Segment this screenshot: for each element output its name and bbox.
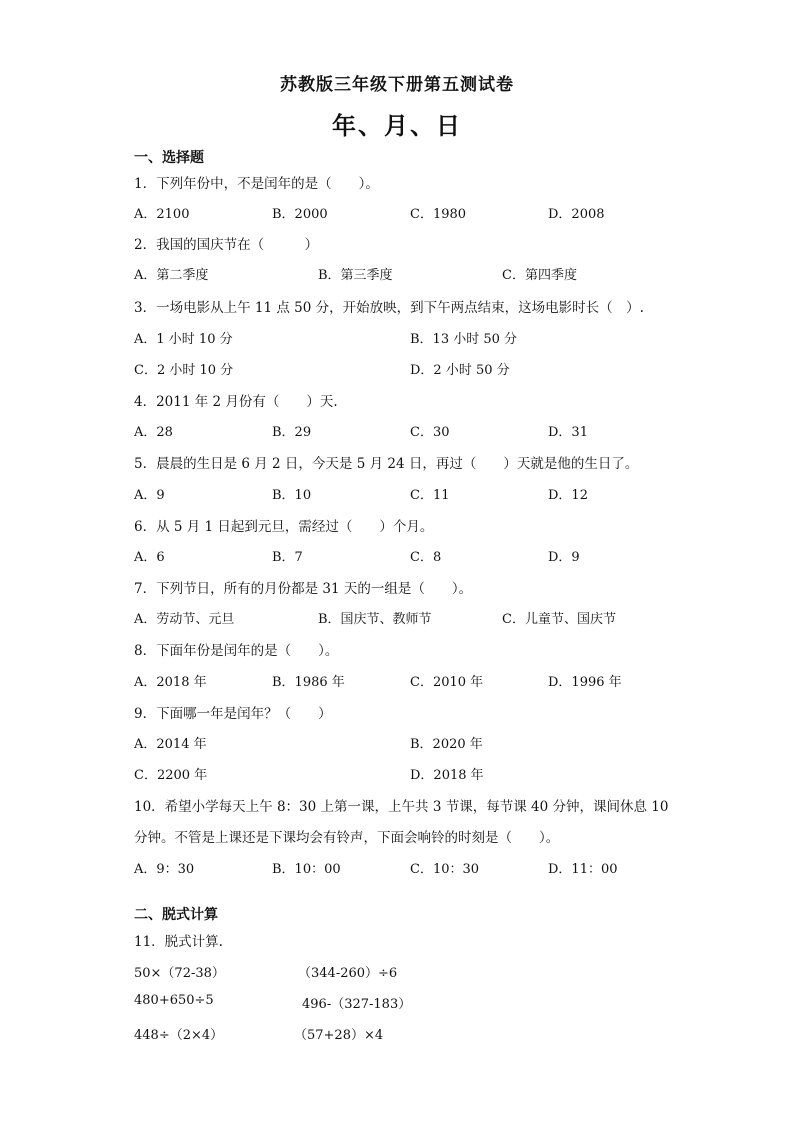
calc-item: 496-（327-183） [302,997,412,1012]
q5-option-a: A．9 [134,488,165,503]
q3-option-d: D．2 小时 50 分 [410,363,510,378]
question-8: 8．下面年份是闰年的是（ ）。 [134,643,339,659]
q7-option-b: B．国庆节、教师节 [318,612,432,627]
question-1: 1．下列年份中，不是闰年的是（ ）。 [134,176,379,192]
q1-option-a: A．2100 [134,207,190,222]
q4-option-c: C．30 [410,425,450,440]
q2-option-c: C．第四季度 [502,268,577,283]
q10-option-b: B．10：00 [272,862,341,877]
question-11: 11．脱式计算. [134,934,223,950]
q7-option-a: A．劳动节、元旦 [134,612,235,627]
question-10-line-1: 10．希望小学每天上午 8：30 上第一课，上午共 3 节课，每节课 40 分钟，课间休息 10 [134,799,669,815]
question-5: 5．晨晨的生日是 6 月 2 日，今天是 5 月 24 日，再过（ ）天就是他的生日了。 [134,456,639,472]
q6-option-d: D．9 [548,550,580,565]
q2-option-b: B．第三季度 [318,268,393,283]
q9-option-a: A．2014 年 [134,737,207,752]
section-heading-choice: 一、选择题 [134,150,204,166]
q6-option-a: A．6 [134,550,165,565]
q9-option-d: D．2018 年 [410,768,484,783]
question-9: 9．下面哪一年是闰年？（ ） [134,706,332,722]
q5-option-b: B．10 [272,488,312,503]
calc-item: （57+28）×4 [294,1028,384,1043]
q6-option-c: C．8 [410,550,442,565]
q8-option-a: A．2018 年 [134,675,207,690]
q5-option-c: C．11 [410,488,450,503]
q2-option-a: A．第二季度 [134,268,209,283]
q1-option-d: D．2008 [548,207,605,222]
question-7: 7．下列节日，所有的月份都是 31 天的一组是（ ）。 [134,581,473,597]
q1-option-c: C．1980 [410,207,467,222]
q6-option-b: B．7 [272,550,303,565]
q8-option-b: B．1986 年 [272,675,345,690]
q10-option-a: A．9：30 [134,862,195,877]
calc-item: 50×（72-38） [134,966,225,981]
section-heading-calculation: 二、脱式计算 [134,907,218,923]
exam-subtitle: 年、月、日 [332,111,462,140]
q5-option-d: D．12 [548,488,588,503]
question-10-line-2: 分钟。不管是上课还是下课均会有铃声，下面会响铃的时刻是（ ）。 [134,830,560,846]
exam-title: 苏教版三年级下册第五测试卷 [280,75,514,95]
q7-option-c: C．儿童节、国庆节 [502,612,616,627]
q3-option-c: C．2 小时 10 分 [134,363,234,378]
calc-item: 480+650÷5 [134,993,214,1008]
q4-option-a: A．28 [134,425,173,440]
q3-option-b: B．13 小时 50 分 [410,332,518,347]
q4-option-b: B．29 [272,425,312,440]
q8-option-d: D．1996 年 [548,675,622,690]
question-6: 6．从 5 月 1 日起到元旦，需经过（ ）个月。 [134,519,434,535]
q10-option-d: D．11：00 [548,862,618,877]
q1-option-b: B．2000 [272,207,328,222]
calc-item: （344-260）÷6 [298,966,398,981]
q10-option-c: C．10：30 [410,862,480,877]
question-3: 3．一场电影从上午 11 点 50 分，开始放映，到下午两点结束，这场电影时长（ ）. [134,300,644,316]
q9-option-b: B．2020 年 [410,737,483,752]
calc-item: 448÷（2×4） [134,1028,224,1043]
question-2: 2．我国的国庆节在（ ） [134,237,319,253]
q3-option-a: A．1 小时 10 分 [134,332,233,347]
q8-option-c: C．2010 年 [410,675,484,690]
q4-option-d: D．31 [548,425,588,440]
q9-option-c: C．2200 年 [134,768,208,783]
question-4: 4．2011 年 2 月份有（ ）天. [134,394,338,410]
